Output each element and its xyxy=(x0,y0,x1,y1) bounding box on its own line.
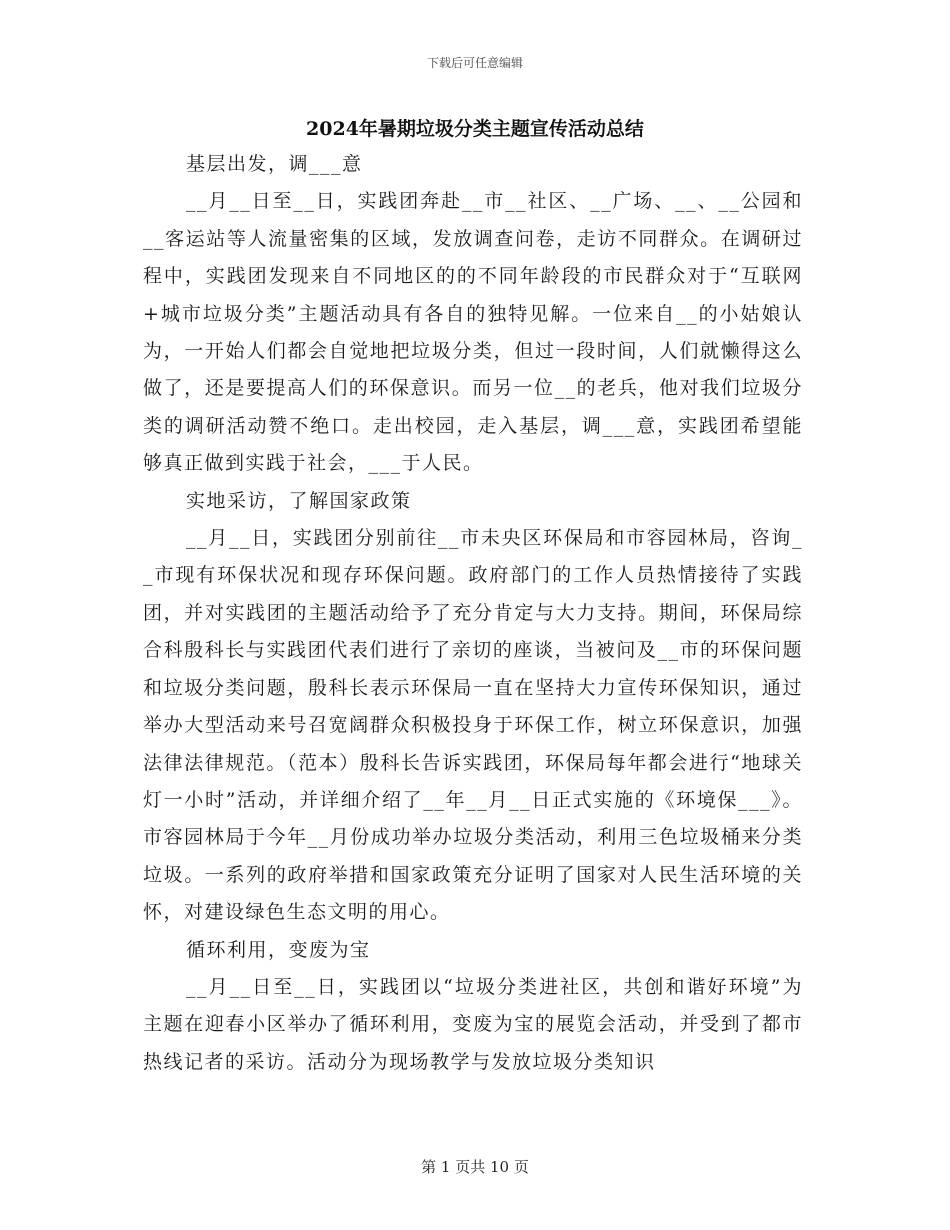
section-heading-grassroots: 基层出发，调___意 xyxy=(186,153,363,175)
page-footer: 第 1 页共 10 页 xyxy=(421,1158,529,1176)
paragraph-exhibition: __月__日至__日，实践团以“垃圾分类进社区，共创和谐好环境”为主题在迎春小区举办了循环利用，变废为宝的展览会活动，并受到了都市热线记者的采访。活动分为现场教学与发放垃圾分类知识 xyxy=(143,975,803,1073)
section-heading-recycle: 循环利用，变废为宝 xyxy=(186,938,371,961)
paragraph-survey: __月__日至__日，实践团奔赴__市__社区、__广场、__、__公园和__客运站等人流量密集的区域，发放调查问卷，走访不同群众。在调研过程中，实践团发现来自不同地区的的不同年龄段的市民群众对于“互联网+城市垃圾分类”主题活动具有各自的独特见解。一位来自__的小姑娘认为，一开始人们都会自觉地把垃圾分类，但过一段时间，人们就懒得这么做了，还是要提高人们的环保意识。而另一位__的老兵，他对我们垃圾分类的调研活动赞不绝口。走出校园，走入基层，调___意，实践团希望能够真正做到实践于社会，___于人民。 xyxy=(143,190,803,475)
section-heading-interview: 实地采访，了解国家政策 xyxy=(186,489,412,512)
header-note: 下载后可任意编辑 xyxy=(426,56,523,70)
document-title: 2024年暑期垃圾分类主题宣传活动总结 xyxy=(306,118,644,140)
document-body xyxy=(143,146,803,1081)
paragraph-policy: __月__日，实践团分别前往__市未央区环保局和市容园林局，咨询__市现有环保状况和现存环保问题。政府部门的工作人员热情接待了实践团，并对实践团的主题活动给予了充分肯定与大力支持。期间，环保局综合科殷科长与实践团代表们进行了亲切的座谈，当被问及__市的环保问题和垃圾分类问题，殷科长表示环保局一直在坚持大力宣传环保知识，通过举办大型活动来号召宽阔群众积极投身于环保工作，树立环保意识，加强法律法律规范。（范本）殷科长告诉实践团，环保局每年都会进行“地球关灯一小时”活动，并详细介绍了__年__月__日正式实施的《环境保___》。市容园林局于今年__月份成功举办垃圾分类活动，利用三色垃圾桶来分类垃圾。一系列的政府举措和国家政策充分证明了国家对人民生活环境的关怀，对建设绿色生态文明的用心。 xyxy=(143,527,803,924)
